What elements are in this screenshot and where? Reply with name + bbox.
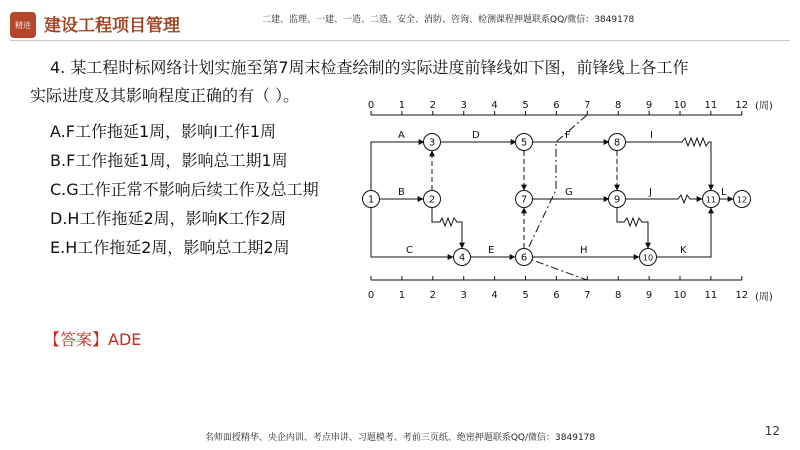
label-g: G (565, 187, 573, 198)
footer-note: 名师面授精华、央企内训、考点串讲、习题模考、考前三页纸、绝密押题联系QQ/微信：3849178 (204, 433, 596, 443)
question-line-1: 4. 某工程时标网络计划实施至第7周末检查绘制的实际进度前锋线如下图，前锋线上各工作 (50, 58, 689, 77)
bottom-time-scale (368, 276, 748, 301)
option-b: B.F工作拖延1周，影响总工期1周 (50, 151, 288, 170)
tick-label: 4 (491, 100, 498, 111)
tick-label: 3 (460, 100, 467, 111)
node-label: 2 (428, 194, 436, 206)
node-label: 11 (705, 195, 717, 205)
tick-label: 8 (615, 100, 622, 111)
activity-j-line (626, 195, 702, 203)
option-d: D.H工作拖延2周，影响K工作2周 (50, 209, 287, 228)
node-label: 5 (520, 137, 528, 149)
node-label: 4 (458, 252, 466, 264)
header-contact-note: 二建、监理、一建、一造、二造、安全、消防、咨询、检测课程押题联系QQ/微信：3849178 (262, 15, 635, 25)
tick-label: 11 (704, 100, 718, 111)
tick-label: 1 (398, 290, 406, 301)
tick-label: 12 (735, 290, 749, 301)
tick-label: 9 (645, 290, 653, 301)
tick-label: 1 (398, 100, 406, 111)
node-label: 1 (367, 194, 375, 206)
node-label: 9 (613, 194, 621, 206)
page-number: 12 (764, 424, 780, 438)
progress-front-line (524, 115, 587, 280)
activity-i-line (626, 138, 711, 190)
option-c: C.G工作正常不影响后续工作及总工期 (50, 180, 319, 199)
label-c: C (406, 245, 413, 256)
tick-label: 2 (429, 290, 436, 301)
tick-label: 7 (584, 290, 591, 301)
option-e: E.H工作拖延2周，影响总工期2周 (50, 238, 290, 257)
label-i: I (650, 130, 653, 141)
node-label: 3 (428, 137, 436, 149)
activity-a-line (371, 142, 424, 190)
tick-label: 5 (522, 100, 529, 111)
top-unit-label: (周) (755, 101, 773, 112)
tick-label: 5 (522, 290, 529, 301)
tick-label: 9 (645, 100, 653, 111)
label-f: F (565, 130, 571, 141)
tick-label: 10 (673, 290, 687, 301)
activity-9-10-wavy (617, 208, 648, 248)
tick-label: 0 (367, 290, 375, 301)
label-e: E (488, 245, 495, 256)
tick-label: 0 (367, 100, 375, 111)
brand-title: 建设工程项目管理 (44, 16, 180, 36)
node-label: 6 (520, 252, 528, 264)
tick-label: 8 (615, 290, 622, 301)
tick-label: 12 (735, 100, 749, 111)
label-l: L (721, 187, 727, 198)
label-k: K (680, 245, 687, 256)
tick-label: 6 (553, 290, 560, 301)
logo-badge: 精进 (10, 12, 36, 38)
label-d: D (472, 130, 480, 141)
node-label: 12 (736, 195, 748, 205)
node-label: 8 (613, 137, 621, 149)
tick-label: 2 (429, 100, 436, 111)
answer-text: 【答案】ADE (44, 330, 142, 349)
tick-label: 11 (704, 290, 718, 301)
node-label: 10 (642, 253, 654, 263)
activity-2-4-wavy (432, 207, 462, 248)
top-time-scale (368, 100, 748, 115)
bottom-unit-label: (周) (755, 292, 773, 303)
question-line-2: 实际进度及其影响程度正确的有（ ）。 (30, 86, 300, 105)
label-b: B (398, 187, 405, 198)
tick-label: 3 (460, 290, 467, 301)
label-h: H (580, 245, 588, 256)
label-j: J (649, 187, 652, 198)
label-a: A (398, 130, 405, 141)
tick-label: 10 (673, 100, 687, 111)
tick-label: 6 (553, 100, 560, 111)
node-label: 7 (520, 194, 528, 206)
tick-label: 7 (584, 100, 591, 111)
tick-label: 4 (491, 290, 498, 301)
option-a: A.F工作拖延1周，影响Ⅰ工作1周 (50, 122, 277, 141)
